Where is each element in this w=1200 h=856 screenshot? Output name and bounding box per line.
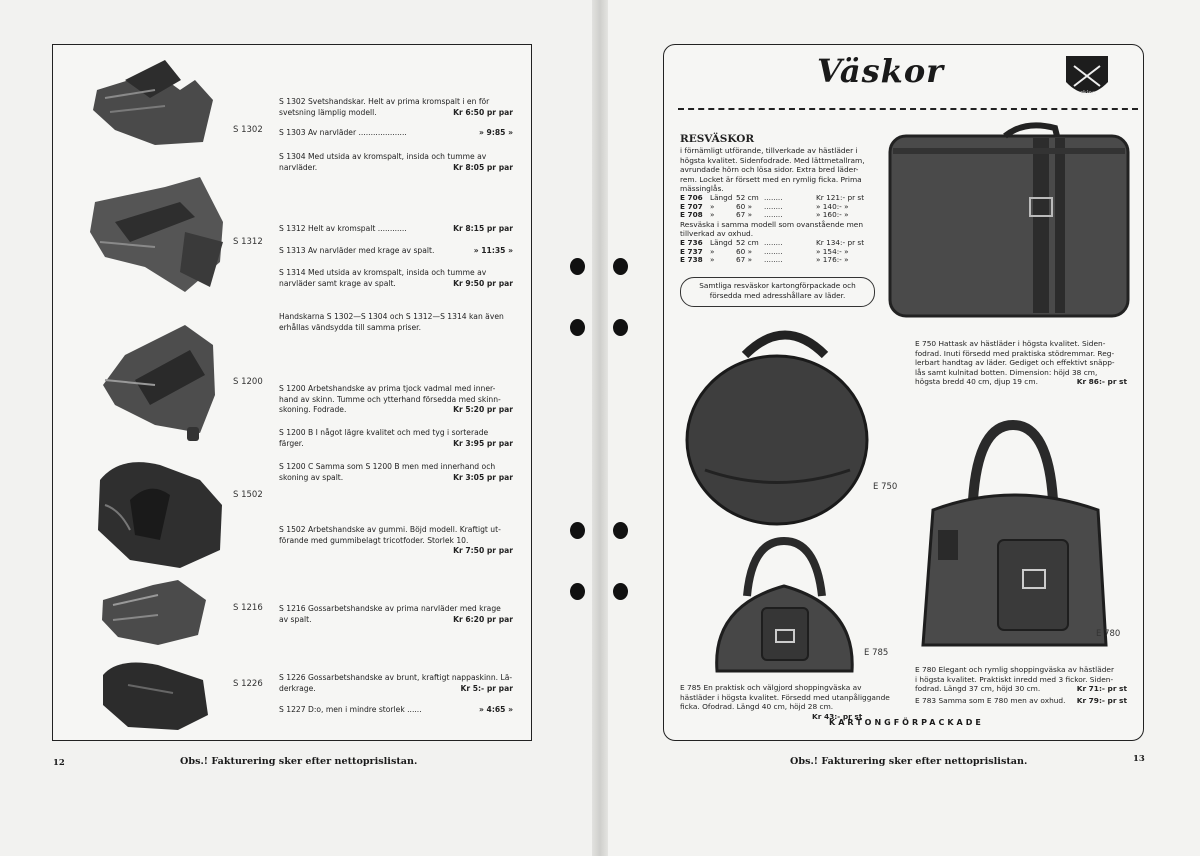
e738-dots: ........ [764, 255, 783, 265]
packaging-note-line2: försedda med adresshållare av läder. [709, 291, 846, 300]
product-s1200c-price: Kr 3:05 pr par [453, 472, 513, 482]
product-s1226-price: Kr 5:- pr par [460, 683, 513, 693]
product-s1200-line2: hand av skinn. Tumme och ytterhand försedda med skinn- [279, 394, 501, 404]
left-page-number: 12 [53, 758, 65, 768]
product-e780-price: Kr 71:- pr st [1076, 684, 1127, 694]
product-s1216 [279, 604, 513, 625]
product-e750-price: Kr 86:- pr st [1076, 377, 1127, 387]
product-s1200c [279, 462, 513, 483]
image-label-e780: E 780 [1096, 629, 1121, 639]
product-e750-line2: fodrad. Inuti försedd med praktiska stödremmar. Reg- [915, 348, 1115, 358]
e708-label: » [710, 210, 715, 220]
product-s1312 [279, 224, 513, 235]
note-line1: Handskarna S 1302—S 1304 och S 1312—S 1314 kan även [279, 312, 504, 321]
resvaskor-table-2 [680, 239, 876, 265]
vandsydda-note [279, 312, 513, 333]
e738-code: E 738 [680, 255, 703, 265]
product-s1200-line3: skoning. Fodrade. [279, 405, 347, 415]
product-s1314 [279, 268, 513, 289]
product-s1216-line1: S 1216 Gossarbetshandske av prima narvläder med krage [279, 604, 501, 613]
product-s1502 [279, 525, 513, 557]
product-e750-line3: lerbart handtag av läder. Gediget och effektivt snäpp- [915, 358, 1115, 368]
product-s1313-line: S 1313 Av narvläder med krage av spalt. [279, 246, 435, 255]
e737-price: » 154:- » [816, 246, 849, 256]
glove-s1216-image [98, 575, 213, 650]
product-s1303-price: » 9:85 » [479, 128, 513, 137]
product-e785 [680, 683, 895, 721]
image-label-s1226: S 1226 [233, 679, 263, 689]
oxhud-line2: tillverkad av oxhud. [680, 229, 754, 239]
glove-s1226-image [98, 655, 213, 735]
e708-dots: ........ [764, 210, 783, 220]
product-s1502-line2: förande med gummibelagt tricotfoder. Storlek 10. [279, 535, 469, 545]
e736-size: 52 cm [736, 237, 759, 247]
image-label-e750: E 750 [873, 482, 898, 492]
product-e783 [915, 696, 1127, 706]
e707-code: E 707 [680, 201, 703, 211]
product-s1200b [279, 428, 513, 449]
e706-label: Längd [710, 192, 733, 202]
product-e780-line2: i högsta kvalitet. Praktiskt inredd med 3 fickor. Siden- [915, 674, 1114, 684]
product-s1303-line: S 1303 Av narvläder .................... [279, 128, 407, 137]
title-divider [678, 108, 1138, 110]
kartongforpackade-label: KARTONGFÖRPACKADE [829, 718, 984, 727]
product-s1200c-line2: skoning av spalt. [279, 472, 344, 482]
product-e785-line2: hästläder i högsta kvalitet. Försedd med utanpåliggande [680, 692, 890, 702]
product-s1314-line2: narvläder samt krage av spalt. [279, 278, 396, 288]
e708-code: E 708 [680, 210, 703, 220]
e738-label: » [710, 255, 715, 265]
product-e780 [915, 665, 1127, 694]
product-s1216-line2: av spalt. [279, 614, 312, 624]
binder-hole [570, 258, 585, 275]
product-s1312-line: S 1312 Helt av kromspalt ............ [279, 224, 407, 233]
product-e750 [915, 339, 1127, 387]
product-s1227-price: » 4:65 » [479, 705, 513, 714]
resvaskor-intro-4: rem. Locket är försett med en rymlig ficka. Prima [680, 174, 862, 184]
resvaskor-intro-1: i förnämligt utförande, tillverkade av hästläder i [680, 146, 858, 155]
e708-size: 67 » [736, 210, 753, 220]
product-e780-line1: E 780 Elegant och rymlig shoppingväska av hästläder [915, 665, 1114, 674]
image-label-s1216: S 1216 [233, 603, 263, 613]
e737-dots: ........ [764, 246, 783, 256]
packaging-note-box [680, 277, 875, 307]
product-s1302-line2: svetsning lämplig modell. [279, 107, 377, 117]
product-e780-line3: fodrad. Längd 37 cm, höjd 30 cm. [915, 684, 1041, 694]
product-s1227-line: S 1227 D:o, men i mindre storlek ...... [279, 705, 422, 714]
binder-hole [613, 583, 628, 600]
e708-price: » 160:- » [816, 210, 849, 220]
hatbox-e750-image [685, 320, 870, 526]
product-s1314-price: Kr 9:50 pr par [453, 278, 513, 288]
page-title: Väskor [817, 52, 945, 90]
glove-s1302-image [85, 50, 225, 150]
e706-code: E 706 [680, 192, 703, 202]
product-s1227 [279, 705, 513, 716]
binder-hole [613, 522, 628, 539]
product-s1302-line1: S 1302 Svetshandskar. Helt av prima kromspalt i en för [279, 97, 490, 106]
e736-label: Längd [710, 237, 733, 247]
e738-price: » 176:- » [816, 255, 849, 265]
binder-hole [570, 319, 585, 336]
resvaskor-table-1 [680, 194, 876, 220]
binder-hole [613, 258, 628, 275]
book-gutter [592, 0, 608, 856]
product-s1200-line1: S 1200 Arbetshandske av prima tjock vadmal med inner- [279, 384, 496, 393]
product-s1200-price: Kr 5:20 pr par [453, 405, 513, 415]
image-label-e785: E 785 [864, 648, 889, 658]
product-s1312-price: Kr 8:15 pr par [453, 224, 513, 233]
e736-price: Kr 134:- pr st [816, 237, 865, 247]
resvaskor-intro-2: högsta kvalitet. Sidenfodrade. Med lättmetallram, [680, 155, 865, 165]
shopping-bag-e780-image [918, 420, 1108, 652]
glove-s1312-image [85, 172, 230, 302]
product-s1304 [279, 152, 513, 173]
binder-hole [570, 583, 585, 600]
right-page-number: 13 [1133, 754, 1145, 764]
resvaskor-heading: RESVÄSKOR [680, 133, 755, 145]
product-e785-line3: ficka. Ofodrad. Längd 40 cm, höjd 28 cm. [680, 702, 834, 712]
product-s1226-line1: S 1226 Gossarbetshandske av brunt, kraftigt nappaskinn. Lä- [279, 673, 513, 682]
binder-hole [570, 522, 585, 539]
e707-price: » 140:- » [816, 201, 849, 211]
product-e750-line4: lås samt kulnitad botten. Dimension: höjd 38 cm, [915, 367, 1098, 377]
product-e785-line1: E 785 En praktisk och välgjord shoppingväska av [680, 683, 862, 692]
product-s1304-line2: narvläder. [279, 162, 318, 172]
product-s1303 [279, 128, 513, 139]
product-s1226-line2: derkrage. [279, 683, 316, 693]
product-s1304-line1: S 1304 Med utsida av kromspalt, insida och tumme av [279, 152, 487, 161]
note-line2: erhållas vändsydda till samma priser. [279, 322, 422, 332]
product-s1200 [279, 384, 513, 416]
e706-size: 52 cm [736, 192, 759, 202]
product-s1226 [279, 673, 513, 694]
e706-price: Kr 121:- pr st [816, 192, 865, 202]
e707-label: » [710, 201, 715, 211]
product-s1200b-line2: färger. [279, 438, 304, 448]
packaging-note-line1: Samtliga resväskor kartongförpackade och [699, 281, 856, 290]
image-label-s1302: S 1302 [233, 125, 263, 135]
product-s1302-price: Kr 6:50 pr par [453, 107, 513, 117]
image-label-s1200: S 1200 [233, 377, 263, 387]
product-s1304-price: Kr 8:05 pr par [453, 162, 513, 172]
product-s1313 [279, 246, 513, 257]
resvaskor-section [680, 133, 876, 265]
shopping-bag-e785-image [712, 536, 858, 678]
e736-code: E 736 [680, 237, 703, 247]
e737-size: 60 » [736, 246, 753, 256]
e737-code: E 737 [680, 246, 703, 256]
product-s1216-price: Kr 6:20 pr par [453, 614, 513, 624]
glove-s1200-image [95, 315, 230, 445]
e707-size: 60 » [736, 201, 753, 211]
product-s1502-price: Kr 7:50 pr par [453, 546, 513, 556]
e707-dots: ........ [764, 201, 783, 211]
brand-shield-logo [1062, 52, 1112, 104]
product-e750-line1: E 750 Hattask av hästläder i högsta kvalitet. Siden- [915, 339, 1106, 348]
product-e750-line5: högsta bredd 40 cm, djup 19 cm. [915, 377, 1038, 387]
e737-label: » [710, 246, 715, 256]
logo-text: skinn [1080, 90, 1096, 97]
binder-hole [613, 319, 628, 336]
oxhud-line1: Resväska i samma modell som ovanstående men [680, 219, 864, 229]
suitcase-image [885, 118, 1135, 324]
product-s1200b-line1: S 1200 B I något lägre kvalitet och med tyg i sorterade [279, 428, 489, 437]
product-s1502-line1: S 1502 Arbetshandske av gummi. Böjd modell. Kraftigt ut- [279, 525, 501, 534]
product-s1200c-line1: S 1200 C Samma som S 1200 B men med innerhand och [279, 462, 496, 471]
product-e783-price: Kr 79:- pr st [1076, 696, 1127, 705]
right-footer: Obs.! Fakturering sker efter nettoprislistan. [790, 756, 1028, 767]
image-label-s1502: S 1502 [233, 490, 263, 500]
e738-size: 67 » [736, 255, 753, 265]
glove-s1502-image [90, 450, 230, 575]
resvaskor-intro-5: mässinglås. [680, 184, 724, 194]
e706-dots: ........ [764, 192, 783, 202]
product-e785-price: Kr 43:- pr st [812, 711, 863, 721]
left-footer: Obs.! Fakturering sker efter nettoprislistan. [180, 756, 418, 767]
resvaskor-intro-3: avrundade hörn och lösa sidor. Extra bred läder- [680, 165, 859, 175]
product-s1313-price: » 11:35 » [473, 246, 513, 255]
product-s1200b-price: Kr 3:95 pr par [453, 438, 513, 448]
product-s1302 [279, 97, 513, 118]
product-e783-line: E 783 Samma som E 780 men av oxhud. [915, 696, 1066, 705]
product-s1314-line1: S 1314 Med utsida av kromspalt, insida och tumme av [279, 268, 487, 277]
image-label-s1312: S 1312 [233, 237, 263, 247]
e736-dots: ........ [764, 237, 783, 247]
